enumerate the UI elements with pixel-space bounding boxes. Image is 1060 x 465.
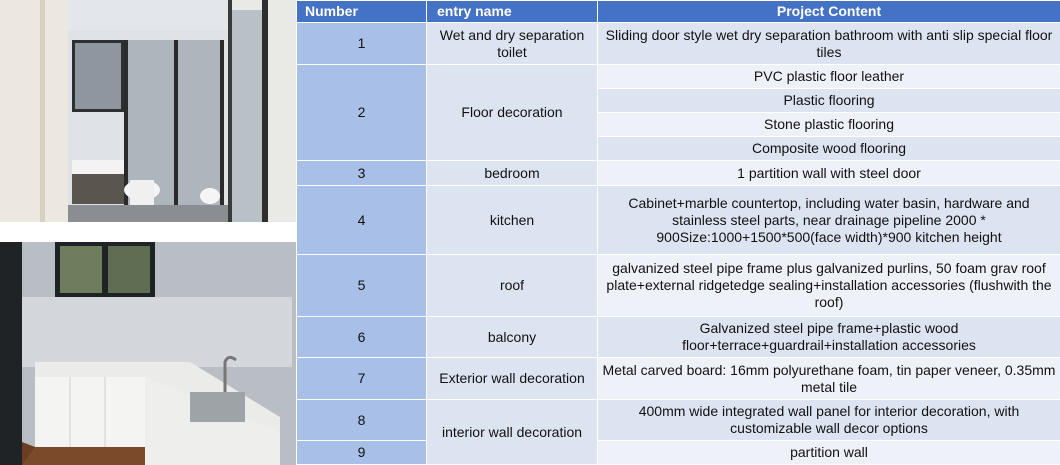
row-number: 2 [297, 65, 427, 161]
row-number: 1 [297, 23, 427, 65]
table-row [297, 23, 1060, 65]
table-row [297, 255, 1060, 317]
row-content: Sliding door style wet dry separation bathroom with anti slip special floor tiles [598, 23, 1060, 65]
row-content: PVC plastic floor leather [598, 65, 1060, 89]
row-content: Metal carved board: 16mm polyurethane foam, tin paper veneer, 0.35mm metal tile [598, 358, 1060, 400]
row-number: 6 [297, 317, 427, 358]
kitchen-photo [0, 242, 296, 465]
row-number: 3 [297, 161, 427, 186]
row-number: 7 [297, 358, 427, 400]
row-entry-name: Wet and dry separation toilet [427, 23, 598, 65]
row-content: 400mm wide integrated wall panel for interior decoration, with customizable wall decor options [598, 400, 1060, 441]
table-header-row [297, 1, 1060, 23]
row-entry-name: kitchen [427, 186, 598, 255]
row-entry-name: bedroom [427, 161, 598, 186]
table-row [297, 400, 1060, 441]
row-content: Plastic flooring [598, 89, 1060, 113]
table-row [297, 441, 1060, 465]
row-number: 5 [297, 255, 427, 317]
row-content: Composite wood flooring [598, 137, 1060, 161]
row-content: Cabinet+marble countertop, including water basin, hardware and stainless steel parts, near drainage pipeline 2000 * 900Size:1000+1500*500(face width)*900 kitchen height [598, 186, 1060, 255]
row-entry-name: roof [427, 255, 598, 317]
header-project-content: Project Content [598, 1, 1060, 23]
table-row [297, 358, 1060, 400]
specification-table [296, 0, 1060, 465]
table-row [297, 65, 1060, 89]
header-entry-name: entry name [427, 1, 598, 23]
row-content: 1 partition wall with steel door [598, 161, 1060, 186]
row-entry-name: Floor decoration [427, 65, 598, 161]
header-number: Number [297, 1, 427, 23]
table-row [297, 317, 1060, 358]
photo-divider [0, 222, 296, 242]
row-entry-name: Exterior wall decoration [427, 358, 598, 400]
row-number: 8 [297, 400, 427, 441]
row-content: Stone plastic flooring [598, 113, 1060, 137]
row-content: Galvanized steel pipe frame+plastic wood floor+terrace+guardrail+installation accessories [598, 317, 1060, 358]
table-row [297, 161, 1060, 186]
row-entry-name: interior wall decoration [427, 400, 598, 465]
row-content: partition wall [598, 441, 1060, 465]
row-content: galvanized steel pipe frame plus galvanized purlins, 50 foam grav roof plate+external ridgetedge sealing+installation accessories (flushwith the roof) [598, 255, 1060, 317]
row-number: 9 [297, 441, 427, 465]
bathroom-photo [0, 0, 296, 222]
table-row [297, 186, 1060, 255]
row-number: 4 [297, 186, 427, 255]
row-entry-name: balcony [427, 317, 598, 358]
